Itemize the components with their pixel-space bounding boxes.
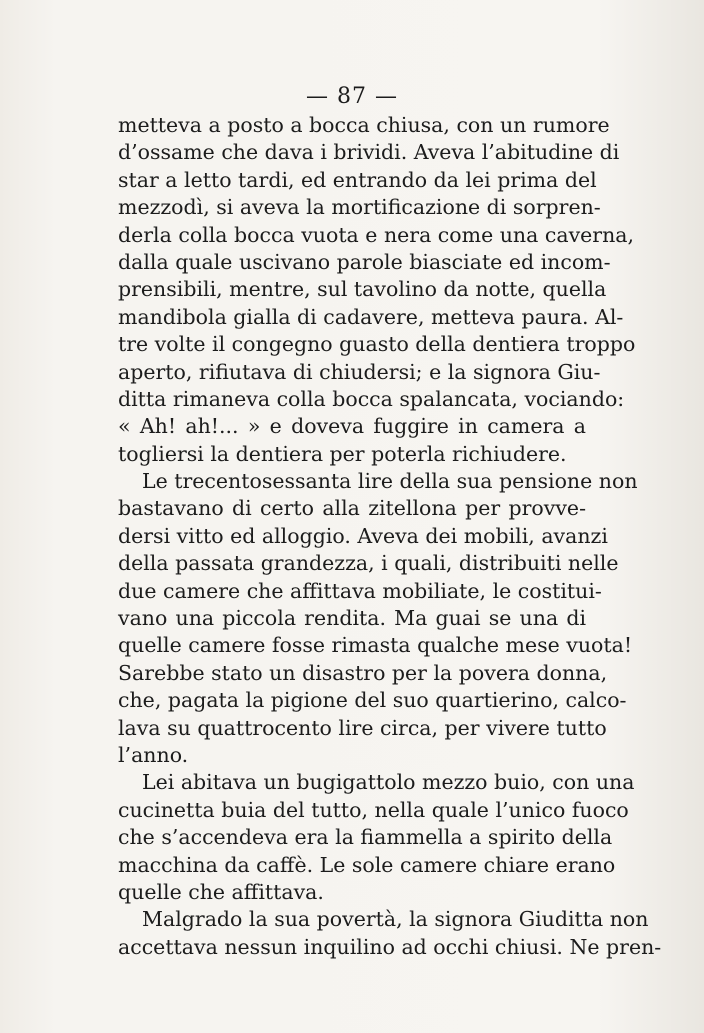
text-line: mandibola gialla di cadavere, metteva paura. Al- <box>118 304 624 329</box>
text-line: Le trecentosessanta lire della sua pensione non <box>142 469 638 494</box>
text-line: Lei abitava un bugigattolo mezzo buio, con una <box>142 770 635 795</box>
text-line: quelle che affittava. <box>118 879 324 904</box>
text-line: metteva a posto a bocca chiusa, con un rumore <box>118 113 610 137</box>
text-line: che, pagata la pigione del suo quartierino, calco- <box>118 688 627 713</box>
text-line: quelle camere fosse rimasta qualche mese vuota! <box>118 633 633 658</box>
text-line: macchina da caffè. Le sole camere chiare erano <box>118 852 616 877</box>
page-number: — 87 — <box>306 84 398 109</box>
text-line: Sarebbe stato un disastro per la povera donna, <box>118 660 608 685</box>
text-line: accettava nessun inquilino ad occhi chiusi. Ne pren- <box>118 934 662 959</box>
text-line: tre volte il congegno guasto della dentiera troppo <box>118 332 636 357</box>
text-line: star a letto tardi, ed entrando da lei prima del <box>118 167 597 192</box>
text-line: l’anno. <box>118 742 189 767</box>
text-line: due camere che affittava mobiliate, le costitui- <box>118 578 602 603</box>
text-line: lava su quattrocento lire circa, per vivere tutto <box>118 715 607 740</box>
text-line: ditta rimaneva colla bocca spalancata, vociando: <box>118 386 625 411</box>
text-line: prensibili, mentre, sul tavolino da notte, quella <box>118 277 607 302</box>
text-line: dalla quale uscivano parole biasciate ed incom- <box>118 249 611 274</box>
text-line: cucinetta buia del tutto, nella quale l’unico fuoco <box>118 797 629 822</box>
text-line: della passata grandezza, i quali, distribuiti nelle <box>118 551 619 576</box>
text-line: vano una piccola rendita. Ma guai se una di <box>118 606 586 631</box>
text-line: d’ossame che dava i brividi. Aveva l’abitudine di <box>118 140 620 165</box>
body-text <box>118 112 662 961</box>
text-line: bastavano di certo alla zitellona per provve- <box>118 496 586 521</box>
text-line: togliersi la dentiera per poterla richiudere. <box>118 441 567 466</box>
text-line: che s’accendeva era la fiammella a spirito della <box>118 825 613 850</box>
text-line: Malgrado la sua povertà, la signora Giuditta non <box>142 907 649 932</box>
text-line: derla colla bocca vuota e nera come una caverna, <box>118 222 635 247</box>
text-line: dersi vitto ed alloggio. Aveva dei mobili, avanzi <box>118 523 608 548</box>
text-line: mezzodì, si aveva la mortificazione di sorpren- <box>118 195 601 220</box>
text-line: « Ah! ah!... » e doveva fuggire in camera a <box>118 414 586 439</box>
text-line: aperto, rifiutava di chiudersi; e la signora Giu- <box>118 359 601 384</box>
